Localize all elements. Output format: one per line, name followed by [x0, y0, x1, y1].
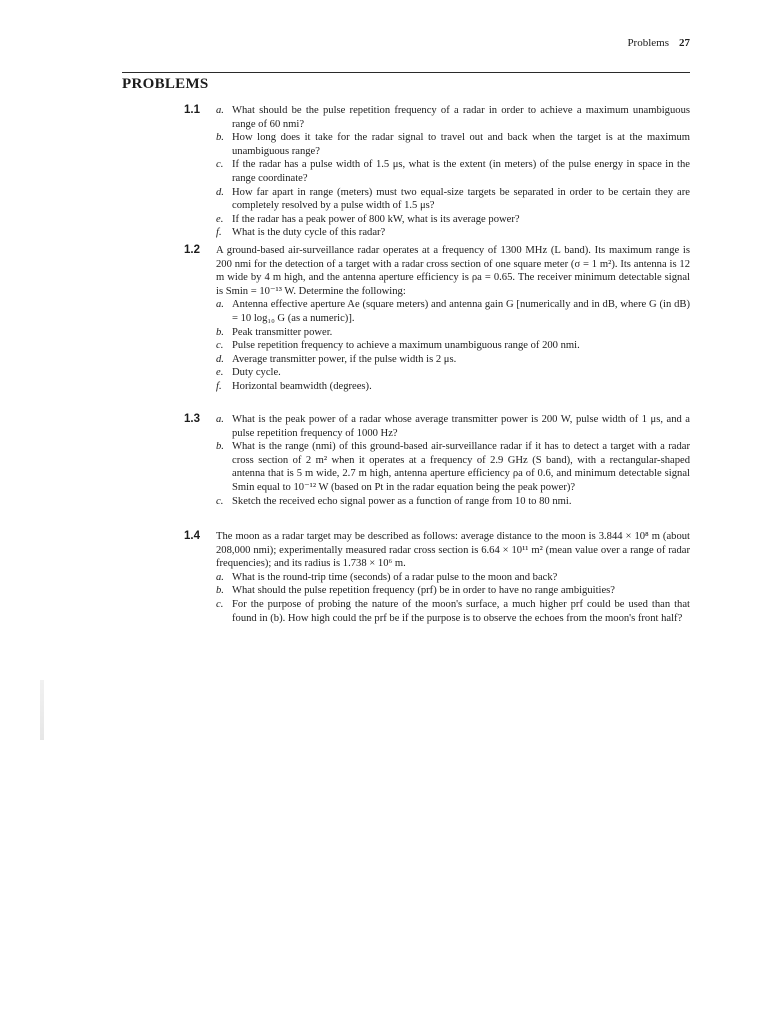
- item-text: How long does it take for the radar signal to travel out and back when the target is at the maximum unambiguous range?: [232, 132, 690, 157]
- problem-item: [216, 598, 690, 625]
- problem-1-4: [184, 530, 690, 625]
- problem-item: [216, 440, 690, 494]
- item-text: If the radar has a pulse width of 1.5 μs, what is the extent (in meters) of the pulse energy in space in the range coordinate?: [232, 159, 690, 184]
- problem-item: [216, 158, 690, 185]
- item-letter: e.: [216, 213, 224, 225]
- item-letter: c.: [216, 495, 224, 507]
- item-text: Horizontal beamwidth (degrees).: [232, 380, 372, 392]
- problem-item: [216, 131, 690, 158]
- item-text: Sketch the received echo signal power as a function of range from 10 to 80 nmi.: [232, 495, 572, 507]
- item-text: What should be the pulse repetition frequency of a radar in order to achieve a maximum unambiguous range of 60 nmi?: [232, 105, 690, 130]
- item-letter: d.: [216, 186, 224, 198]
- item-text: Peak transmitter power.: [232, 326, 333, 338]
- problem-intro: A ground-based air-surveillance radar operates at a frequency of 1300 MHz (L band). Its maximum range is 200 nmi for the detection of a target with a radar cross section of one square meter (σ = 1 m²). Its antenna is 12 m wide by 4 m high, and the antenna aperture efficiency is ρa = 0.65. The receiver minimum detectable signal is Smin = 10⁻¹³ W. Determine the following:: [216, 245, 690, 297]
- problem-item: [216, 380, 690, 394]
- item-letter: f.: [216, 227, 222, 239]
- item-letter: b.: [216, 441, 224, 453]
- problem-item: [216, 571, 690, 585]
- item-text: If the radar has a peak power of 800 kW, what is its average power?: [232, 213, 520, 225]
- problem-number: 1.4: [184, 530, 200, 542]
- item-text: What should the pulse repetition frequency (prf) be in order to have no range ambiguities?: [232, 585, 616, 597]
- problem-item: [216, 495, 690, 509]
- item-letter: a.: [216, 414, 224, 425]
- item-text: Duty cycle.: [232, 367, 281, 379]
- scan-artifact: [40, 680, 44, 740]
- running-title: Problems: [627, 37, 669, 49]
- running-header: [0, 37, 690, 49]
- problem-item: [216, 326, 690, 340]
- item-letter: a.: [216, 299, 224, 311]
- problem-item: [216, 226, 690, 240]
- problem-item: [216, 213, 690, 227]
- item-letter: a.: [216, 105, 224, 116]
- item-text: What is the range (nmi) of this ground-based air-surveillance radar if it has to detect a target with a radar cross section of 2 m² when it operates at a frequency of 2.9 GHz (S band), with a rectangular-shaped antenna that is 5 m wide, 2.7 m high, antenna aperture efficiency ρa of 0.6, and minimum detectable signal Smin equal to 10⁻¹² W (based on Pt in the radar equation being the peak power)?: [232, 441, 690, 493]
- problem-item: [216, 104, 690, 131]
- problem-item: [216, 298, 690, 325]
- header-rule: [122, 72, 690, 73]
- problem-item: [216, 413, 690, 440]
- problem-number: 1.1: [184, 104, 200, 116]
- item-letter: b.: [216, 585, 224, 597]
- section-title: PROBLEMS: [122, 76, 209, 92]
- problem-intro: The moon as a radar target may be described as follows: average distance to the moon is 3.844 × 10⁸ m (about 208,000 nmi); experimentally measured radar cross section is 6.64 × 10¹¹ m² (mean value over a range of radar frequencies); and its radius is 1.738 × 10⁶ m.: [216, 531, 690, 570]
- item-text: What is the peak power of a radar whose average transmitter power is 200 W, pulse width of 1 μs, and a pulse repetition frequency of 1000 Hz?: [232, 414, 690, 439]
- item-letter: b.: [216, 132, 224, 144]
- item-letter: b.: [216, 326, 224, 338]
- problem-number: 1.2: [184, 244, 200, 256]
- problem-item: [216, 339, 690, 353]
- item-letter: a.: [216, 571, 224, 583]
- item-text: How far apart in range (meters) must two equal-size targets be separated in order to be certain they are completely resolved by a pulse width of 1.5 μs?: [232, 186, 690, 212]
- item-letter: d.: [216, 353, 224, 365]
- item-text: Antenna effective aperture Ae (square meters) and antenna gain G [numerically and in dB, where G (in dB) = 10 log₁₀ G (as a numeric)].: [232, 299, 690, 324]
- item-letter: c.: [216, 159, 224, 171]
- problem-item: [216, 366, 690, 380]
- item-text: Average transmitter power, if the pulse width is 2 μs.: [232, 353, 457, 365]
- item-letter: f.: [216, 380, 222, 392]
- problem-item: [216, 186, 690, 213]
- problem-1-2: [184, 244, 690, 394]
- item-text: For the purpose of probing the nature of the moon's surface, a much higher prf could be used than that found in (b). How high could the prf be if the purpose is to observe the echoes from the moon's front half?: [232, 598, 690, 624]
- problem-item: [216, 584, 690, 598]
- problem-1-3: [184, 413, 690, 508]
- item-letter: e.: [216, 367, 224, 379]
- problem-item: [216, 353, 690, 367]
- problem-number: 1.3: [184, 413, 200, 425]
- item-letter: c.: [216, 340, 224, 352]
- problem-1-1: [184, 104, 690, 240]
- item-letter: c.: [216, 598, 224, 610]
- item-text: What is the round-trip time (seconds) of a radar pulse to the moon and back?: [232, 571, 558, 583]
- item-text: Pulse repetition frequency to achieve a maximum unambiguous range of 200 nmi.: [232, 340, 580, 352]
- item-text: What is the duty cycle of this radar?: [232, 227, 386, 239]
- page-number: 27: [679, 37, 690, 49]
